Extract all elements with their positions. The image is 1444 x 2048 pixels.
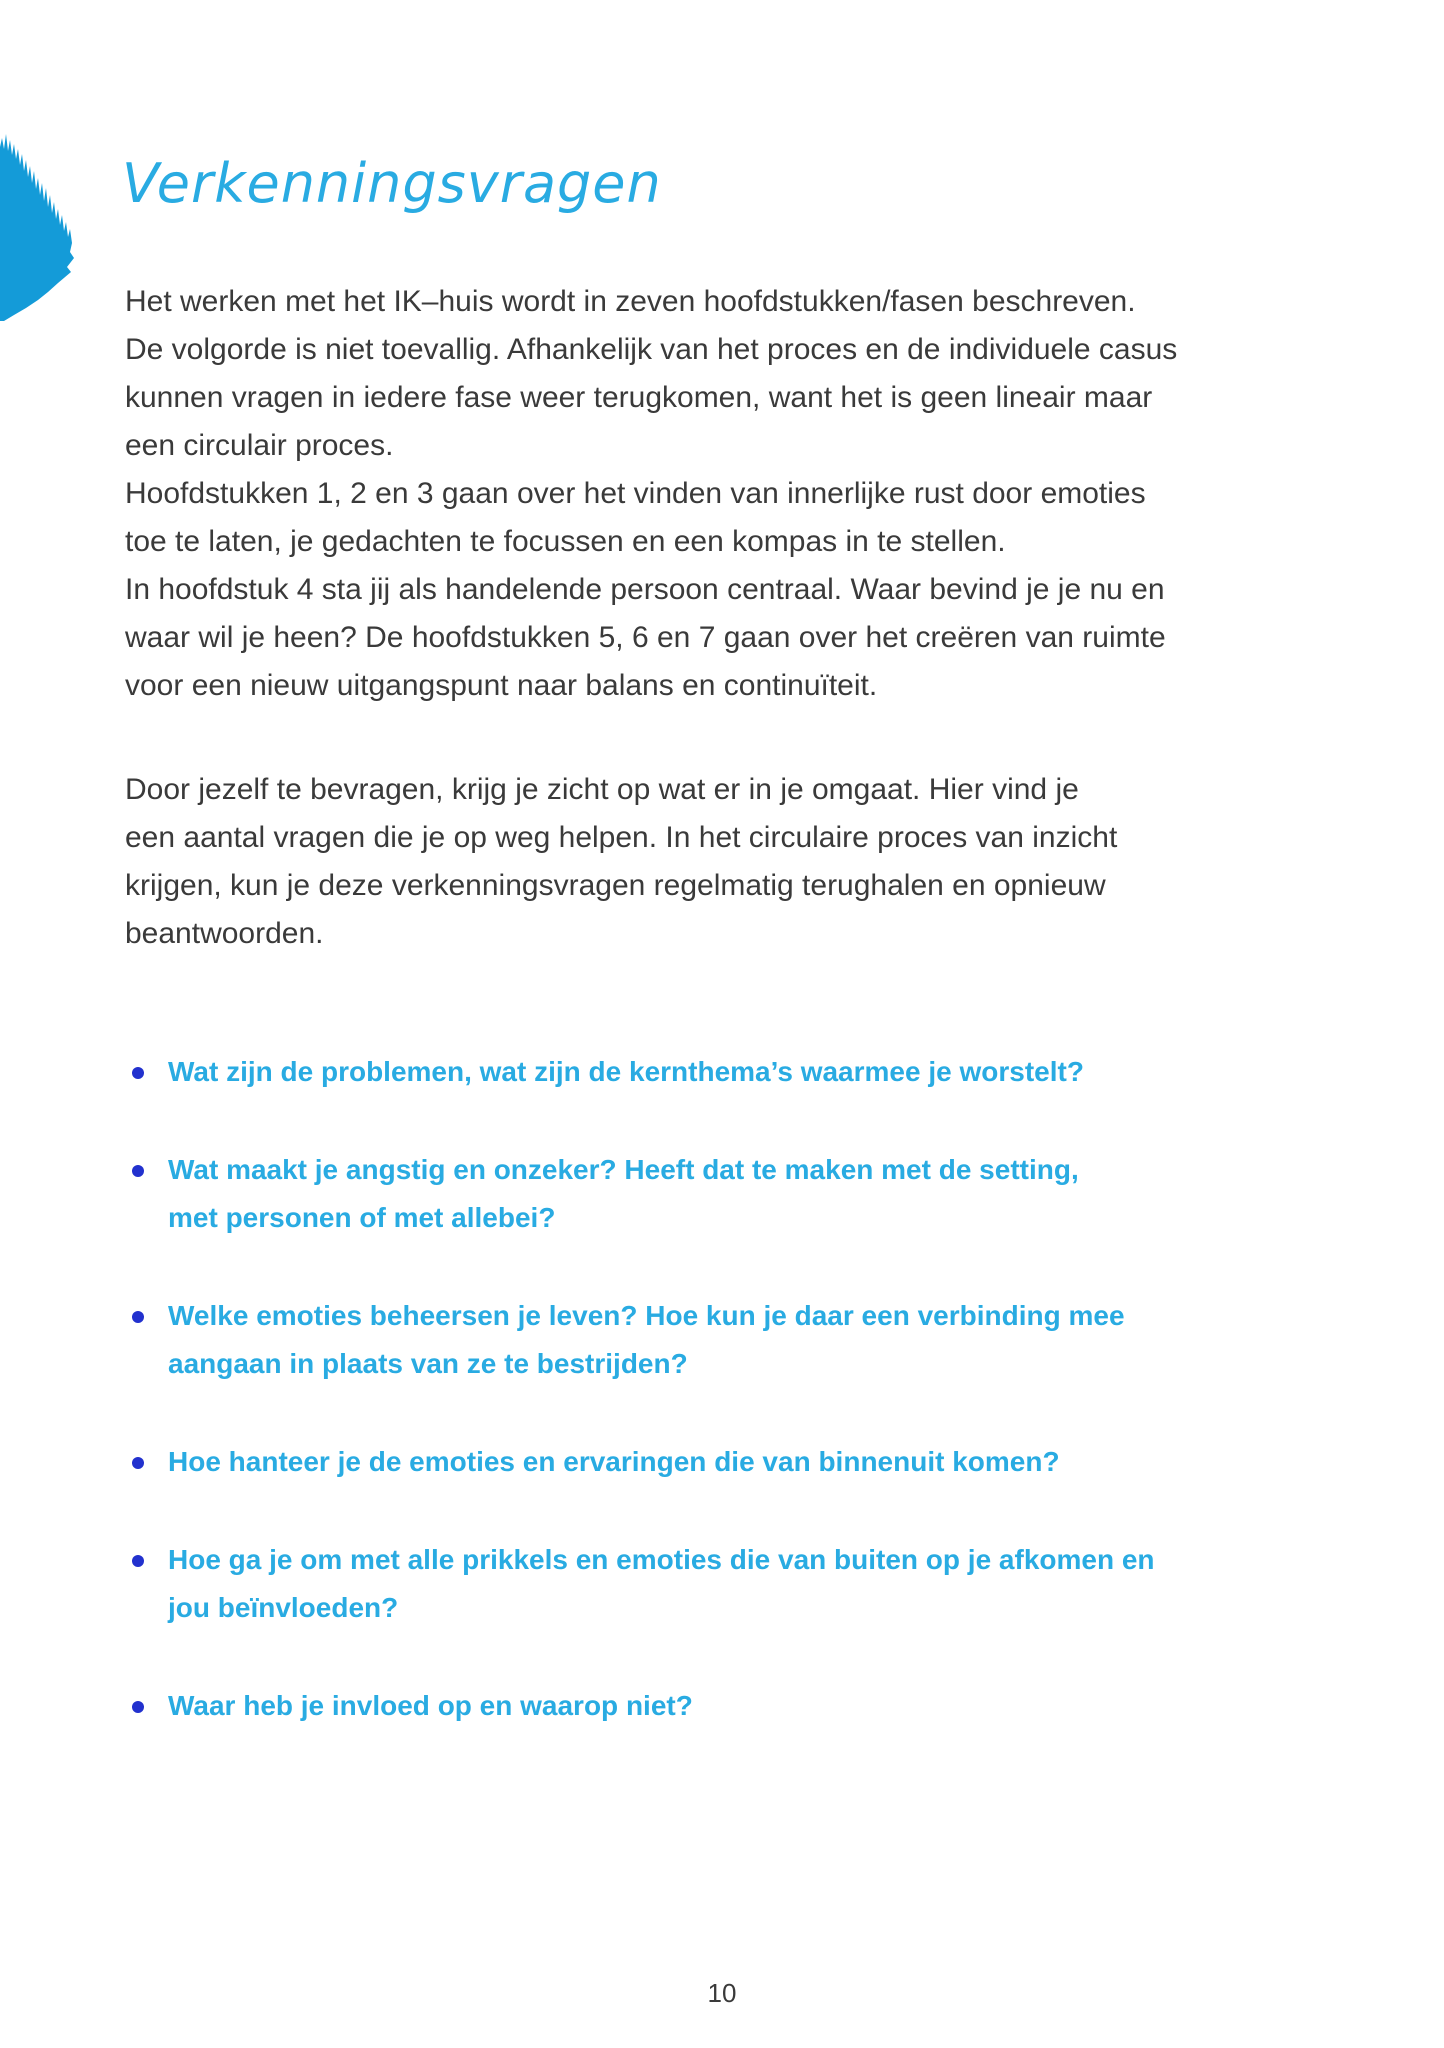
bullet-dot-icon	[132, 1067, 144, 1079]
question-line: Hoe hanteer je de emoties en ervaringen die van binnenuit komen?	[168, 1446, 1060, 1477]
intro-paragraph	[125, 278, 1305, 710]
question-text	[168, 1536, 1155, 1632]
text-line: een aantal vragen die je op weg helpen. In het circulaire proces van inzicht	[125, 821, 1118, 854]
question-line: jou beïnvloeden?	[168, 1592, 399, 1623]
bullet-dot-icon	[132, 1701, 144, 1713]
bullet-dot-icon	[132, 1457, 144, 1469]
question-item	[125, 1536, 1325, 1632]
question-item	[125, 1438, 1325, 1486]
questions-list	[125, 1048, 1325, 1780]
page-number: 10	[707, 1978, 737, 2008]
question-line: Wat zijn de problemen, wat zijn de kernthema’s waarmee je worstelt?	[168, 1056, 1084, 1087]
text-line: De volgorde is niet toevallig. Afhankelijk van het proces en de individuele casus	[125, 333, 1178, 366]
question-text	[168, 1682, 693, 1730]
question-line: met personen of met allebei?	[168, 1202, 556, 1233]
question-line: Wat maakt je angstig en onzeker? Heeft dat te maken met de setting,	[168, 1154, 1079, 1185]
question-text	[168, 1048, 1084, 1096]
bullet-dot-icon	[132, 1165, 144, 1177]
text-line: waar wil je heen? De hoofdstukken 5, 6 en 7 gaan over het creëren van ruimte	[125, 621, 1166, 654]
text-line: beantwoorden.	[125, 917, 324, 950]
text-line: kunnen vragen in iedere fase weer terugkomen, want het is geen lineair maar	[125, 381, 1153, 414]
brush-stroke-icon	[0, 125, 76, 321]
bullet-dot-icon	[132, 1555, 144, 1567]
text-line: voor een nieuw uitgangspunt naar balans en continuïteit.	[125, 669, 878, 702]
text-line: toe te laten, je gedachten te focussen en een kompas in te stellen.	[125, 525, 1006, 558]
text-line: In hoofdstuk 4 sta jij als handelende persoon centraal. Waar bevind je je nu en	[125, 573, 1165, 606]
second-paragraph	[125, 766, 1305, 958]
text-line: Het werken met het IK–huis wordt in zeven hoofdstukken/fasen beschreven.	[125, 285, 1136, 318]
question-text	[168, 1146, 1079, 1242]
question-line: aangaan in plaats van ze te bestrijden?	[168, 1348, 688, 1379]
question-item	[125, 1146, 1325, 1242]
question-line: Hoe ga je om met alle prikkels en emoties die van buiten op je afkomen en	[168, 1544, 1155, 1575]
text-line: Door jezelf te bevragen, krijg je zicht op wat er in je omgaat. Hier vind je	[125, 773, 1079, 806]
bullet-dot-icon	[132, 1311, 144, 1323]
question-item	[125, 1292, 1325, 1388]
question-item	[125, 1682, 1325, 1730]
text-line: krijgen, kun je deze verkenningsvragen regelmatig terughalen en opnieuw	[125, 869, 1106, 902]
text-line: Hoofdstukken 1, 2 en 3 gaan over het vinden van innerlijke rust door emoties	[125, 477, 1146, 510]
question-item	[125, 1048, 1325, 1096]
question-text	[168, 1292, 1125, 1388]
page-title: Verkenningsvragen	[122, 152, 662, 215]
text-line: een circulair proces.	[125, 429, 394, 462]
question-text	[168, 1438, 1060, 1486]
question-line: Welke emoties beheersen je leven? Hoe kun je daar een verbinding mee	[168, 1300, 1125, 1331]
question-line: Waar heb je invloed op en waarop niet?	[168, 1690, 693, 1721]
